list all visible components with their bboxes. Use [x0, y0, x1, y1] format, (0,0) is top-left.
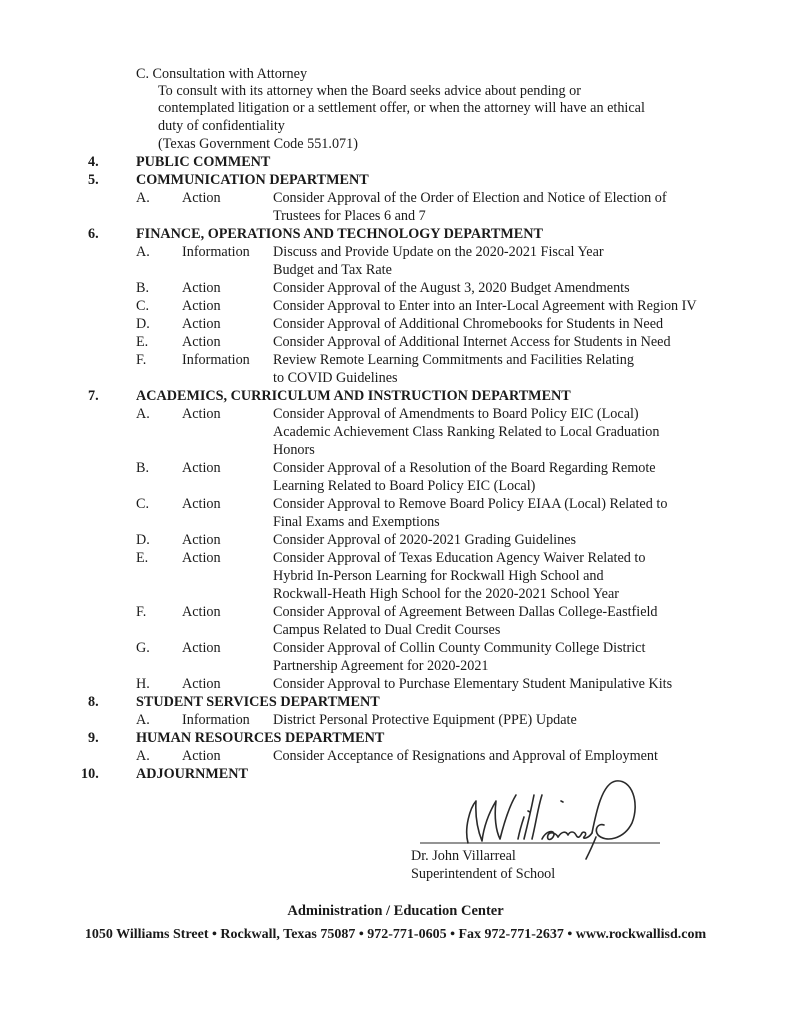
item-text-line: Consider Approval of Additional Internet Access for Students in Need: [273, 334, 671, 350]
item-letter: F.: [136, 604, 147, 620]
section-title-communication: COMMUNICATION DEPARTMENT: [136, 172, 369, 188]
section-title-adjournment: ADJOURNMENT: [136, 766, 248, 782]
item-letter: B.: [136, 460, 150, 476]
item-letter: C.: [136, 496, 150, 512]
item-type: Action: [182, 406, 221, 422]
item-c-consultation-label: C. Consultation with Attorney: [136, 66, 308, 82]
item-type: Action: [182, 550, 221, 566]
item-text-line: Review Remote Learning Commitments and Facilities Relating: [273, 352, 634, 368]
item-text-line: Campus Related to Dual Credit Courses: [273, 622, 501, 638]
item-c-text-line: (Texas Government Code 551.071): [158, 136, 358, 152]
item-text-line: Final Exams and Exemptions: [273, 514, 440, 530]
item-text-line: to COVID Guidelines: [273, 370, 398, 386]
item-text-line: Consider Approval of Collin County Community College District: [273, 640, 646, 656]
footer-title: Administration / Education Center: [287, 903, 504, 919]
item-text-line: Consider Approval of 2020-2021 Grading Guidelines: [273, 532, 577, 548]
item-text-line: Rockwall-Heath High School for the 2020-2021 School Year: [273, 586, 619, 602]
item-letter: D.: [136, 316, 150, 332]
item-type: Information: [182, 352, 250, 368]
section-title-public-comment: PUBLIC COMMENT: [136, 154, 271, 170]
item-text-line: Trustees for Places 6 and 7: [273, 208, 426, 224]
item-text-line: Budget and Tax Rate: [273, 262, 392, 278]
item-type: Action: [182, 316, 221, 332]
item-type: Action: [182, 190, 221, 206]
section-number: 10.: [81, 766, 99, 782]
item-type: Information: [182, 712, 250, 728]
item-letter: H.: [136, 676, 150, 692]
item-type: Action: [182, 496, 221, 512]
item-letter: G.: [136, 640, 150, 656]
item-text-line: District Personal Protective Equipment (PPE) Update: [273, 712, 577, 728]
item-letter: D.: [136, 532, 150, 548]
item-type: Information: [182, 244, 250, 260]
item-type: Action: [182, 334, 221, 350]
item-type: Action: [182, 640, 221, 656]
section-number: 9.: [88, 730, 99, 746]
item-text-line: Consider Acceptance of Resignations and Approval of Employment: [273, 748, 658, 764]
footer-address: 1050 Williams Street • Rockwall, Texas 75087 • 972-771-0605 • Fax 972-771-2637 • www.rockwallisd.com: [84, 927, 707, 942]
item-type: Action: [182, 604, 221, 620]
item-text-line: Honors: [273, 442, 315, 458]
item-c-text-line: duty of confidentiality: [158, 118, 285, 134]
item-type: Action: [182, 532, 221, 548]
section-number: 7.: [88, 388, 99, 404]
section-title-student-services: STUDENT SERVICES DEPARTMENT: [136, 694, 380, 710]
item-text-line: Consider Approval of the August 3, 2020 Budget Amendments: [273, 280, 630, 296]
item-text-line: Consider Approval to Enter into an Inter-Local Agreement with Region IV: [273, 298, 697, 314]
item-letter: A.: [136, 244, 150, 260]
item-text-line: Academic Achievement Class Ranking Related to Local Graduation: [273, 424, 660, 440]
item-c-text-line: contemplated litigation or a settlement offer, or when the attorney will have an ethical: [158, 100, 645, 116]
item-letter: B.: [136, 280, 150, 296]
item-text-line: Learning Related to Board Policy EIC (Local): [273, 478, 536, 494]
item-text-line: Consider Approval of the Order of Election and Notice of Election of: [273, 190, 667, 206]
section-number: 6.: [88, 226, 99, 242]
item-c-text-line: To consult with its attorney when the Board seeks advice about pending or: [158, 83, 581, 99]
signatory-title: Superintendent of School: [411, 866, 556, 882]
item-type: Action: [182, 280, 221, 296]
item-letter: A.: [136, 712, 150, 728]
item-letter: C.: [136, 298, 150, 314]
signatory-name: Dr. John Villarreal: [411, 848, 516, 864]
section-number: 5.: [88, 172, 99, 188]
item-text-line: Consider Approval to Remove Board Policy EIAA (Local) Related to: [273, 496, 668, 512]
item-text-line: Consider Approval of Texas Education Agency Waiver Related to: [273, 550, 646, 566]
section-title-finance: FINANCE, OPERATIONS AND TECHNOLOGY DEPARTMENT: [136, 226, 543, 242]
section-title-human-resources: HUMAN RESOURCES DEPARTMENT: [136, 730, 385, 746]
item-letter: A.: [136, 406, 150, 422]
section-number: 8.: [88, 694, 99, 710]
item-text-line: Partnership Agreement for 2020-2021: [273, 658, 489, 674]
item-type: Action: [182, 298, 221, 314]
item-text-line: Consider Approval of Agreement Between Dallas College-Eastfield: [273, 604, 658, 620]
item-text-line: Consider Approval of Amendments to Board Policy EIC (Local): [273, 406, 639, 422]
section-number: 4.: [88, 154, 99, 170]
section-title-academics: ACADEMICS, CURRICULUM AND INSTRUCTION DEPARTMENT: [136, 388, 571, 404]
item-type: Action: [182, 460, 221, 476]
item-letter: A.: [136, 190, 150, 206]
item-type: Action: [182, 676, 221, 692]
item-type: Action: [182, 748, 221, 764]
item-letter: E.: [136, 550, 149, 566]
item-letter: E.: [136, 334, 149, 350]
item-letter: F.: [136, 352, 147, 368]
item-text-line: Consider Approval of Additional Chromebooks for Students in Need: [273, 316, 664, 332]
item-text-line: Discuss and Provide Update on the 2020-2021 Fiscal Year: [273, 244, 604, 260]
item-text-line: Consider Approval to Purchase Elementary Student Manipulative Kits: [273, 676, 673, 692]
item-text-line: Hybrid In-Person Learning for Rockwall High School and: [273, 568, 604, 584]
item-letter: A.: [136, 748, 150, 764]
item-text-line: Consider Approval of a Resolution of the Board Regarding Remote: [273, 460, 656, 476]
